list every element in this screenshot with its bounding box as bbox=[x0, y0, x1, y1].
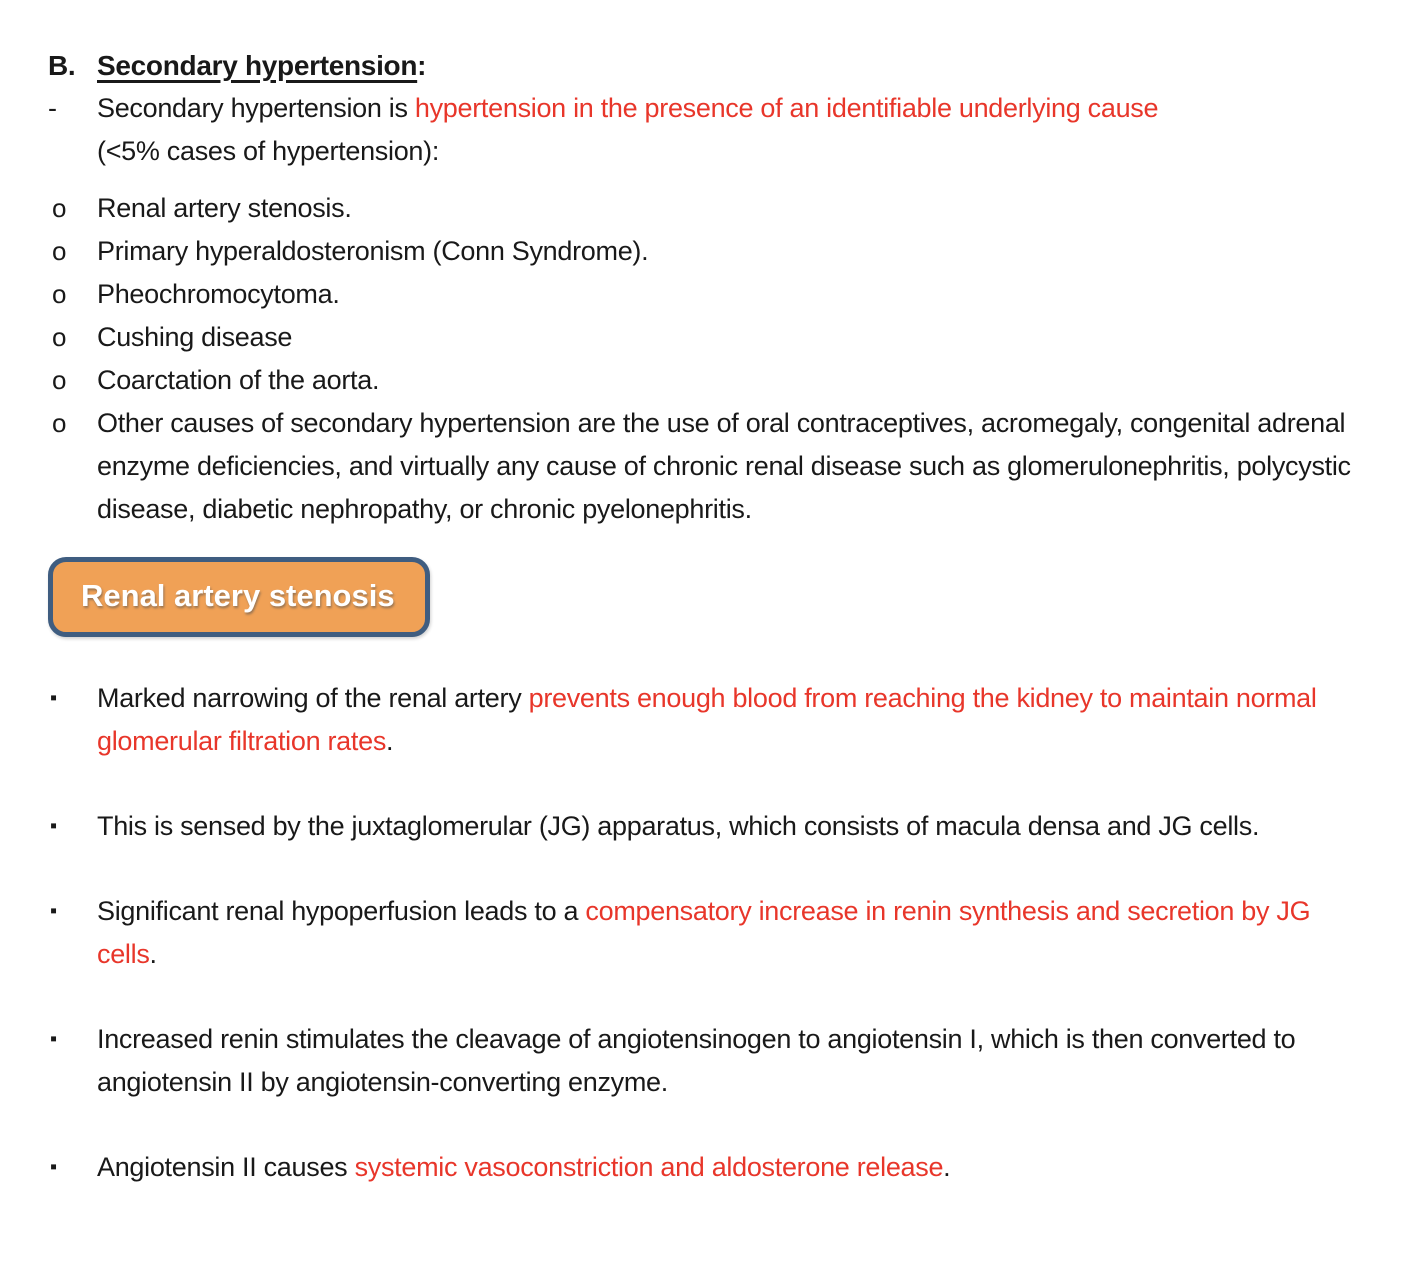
list-item bbox=[48, 230, 1358, 273]
circle-bullet: o bbox=[52, 279, 67, 309]
list-item-text: Renal artery stenosis. bbox=[97, 193, 352, 223]
circle-bullet: o bbox=[52, 408, 67, 438]
list-item bbox=[48, 1018, 1358, 1104]
list-item-text bbox=[97, 805, 1358, 848]
list-item-text bbox=[97, 677, 1358, 763]
list-item bbox=[48, 677, 1358, 763]
renal-stenosis-points-list bbox=[48, 677, 1358, 1189]
list-item-text: Coarctation of the aorta. bbox=[97, 365, 380, 395]
list-item bbox=[48, 359, 1358, 402]
intro-paragraph bbox=[48, 87, 1358, 173]
text-segment: hypertension in the presence of an identifiable underlying cause bbox=[414, 93, 1159, 123]
list-item-text bbox=[97, 1018, 1358, 1104]
dash-bullet: - bbox=[48, 93, 57, 123]
list-item bbox=[48, 1146, 1358, 1189]
text-segment: . bbox=[149, 939, 157, 969]
intro-text bbox=[97, 87, 1358, 173]
circle-bullet: o bbox=[52, 322, 67, 352]
section-box-label: Renal artery stenosis bbox=[81, 578, 395, 613]
heading-colon: : bbox=[417, 50, 427, 81]
square-bullet: ▪ bbox=[50, 900, 57, 922]
secondary-causes-list bbox=[48, 187, 1358, 531]
text-segment: This is sensed by the juxtaglomerular (JG) apparatus, which consists of macula densa and JG cells. bbox=[97, 811, 1260, 841]
list-item-text: Other causes of secondary hypertension are the use of oral contraceptives, acromegaly, congenital adrenal enzyme deficiencies, and virtually any cause of chronic renal disease such as glomerulonephritis, polycystic disease, diabetic nephropathy, or chronic pyelonephritis. bbox=[97, 408, 1351, 524]
text-segment: Increased renin stimulates the cleavage of angiotensinogen to angiotensin I, which is then converted to angiotensin II by angiotensin-converting enzyme. bbox=[97, 1024, 1296, 1097]
circle-bullet: o bbox=[52, 193, 67, 223]
list-item bbox=[48, 805, 1358, 848]
text-segment: prevents enough blood from reaching the kidney to maintain normal glomerular filtration rates bbox=[97, 683, 1317, 756]
text-segment: . bbox=[943, 1152, 951, 1182]
text-segment: systemic vasoconstriction and aldosterone release bbox=[354, 1152, 944, 1182]
square-bullet: ▪ bbox=[50, 1028, 57, 1050]
list-item-text bbox=[97, 890, 1358, 976]
circle-bullet: o bbox=[52, 236, 67, 266]
heading-marker: B. bbox=[48, 50, 76, 81]
square-bullet: ▪ bbox=[50, 1156, 57, 1178]
renal-artery-stenosis-box bbox=[48, 557, 430, 637]
list-item-text bbox=[97, 1146, 1358, 1189]
list-item bbox=[48, 890, 1358, 976]
list-item-text: Primary hyperaldosteronism (Conn Syndrome). bbox=[97, 236, 649, 266]
list-item bbox=[48, 187, 1358, 230]
list-item bbox=[48, 402, 1358, 531]
list-item bbox=[48, 273, 1358, 316]
text-segment: (<5% cases of hypertension): bbox=[97, 136, 440, 166]
circle-bullet: o bbox=[52, 365, 67, 395]
list-item bbox=[48, 316, 1358, 359]
text-segment: Significant renal hypoperfusion leads to a bbox=[97, 896, 586, 926]
text-segment: Angiotensin II causes bbox=[97, 1152, 355, 1182]
text-segment: . bbox=[386, 726, 394, 756]
text-segment: Secondary hypertension is bbox=[97, 93, 415, 123]
section-heading-title: Secondary hypertension bbox=[97, 50, 418, 81]
square-bullet: ▪ bbox=[50, 687, 57, 709]
list-item-text: Cushing disease bbox=[97, 322, 293, 352]
text-segment: compensatory increase in renin synthesis and secretion by JG cells bbox=[97, 896, 1311, 969]
square-bullet: ▪ bbox=[50, 815, 57, 837]
section-heading-row bbox=[48, 44, 1358, 87]
list-item-text: Pheochromocytoma. bbox=[97, 279, 340, 309]
text-segment: Marked narrowing of the renal artery bbox=[97, 683, 529, 713]
